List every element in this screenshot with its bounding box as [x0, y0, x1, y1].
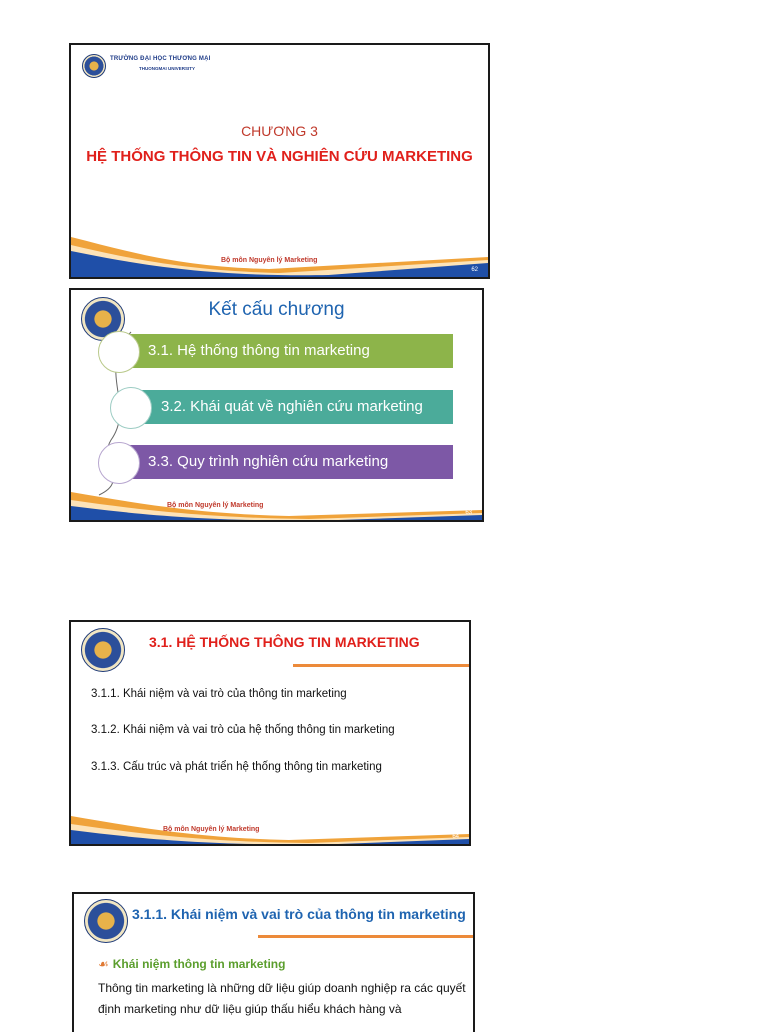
footer-wave — [71, 488, 482, 520]
footer-wave — [71, 814, 469, 844]
section-circle — [110, 387, 152, 429]
section-circle — [98, 442, 140, 484]
section-bar-3-1 — [123, 334, 453, 368]
university-name: TRƯỜNG ĐẠI HỌC THƯƠNG MẠI — [110, 56, 211, 62]
section-bar-3-2 — [141, 390, 453, 424]
footer-wave — [71, 227, 488, 277]
slide-heading: 3.1.1. Khái niệm và vai trò của thông tin marketing — [132, 906, 466, 922]
section-bar-3-3 — [123, 445, 453, 479]
university-logo — [82, 54, 106, 78]
subheading-text: Khái niệm thông tin marketing — [112, 957, 286, 971]
paragraph: Thông tin marketing là những dữ liệu giúp doanh nghiệp ra các quyết định marketing như dữ liệu giúp thấu hiểu khách hàng và — [98, 981, 466, 1016]
list-item: 3.1.1. Khái niệm và vai trò của thông tin marketing — [91, 688, 347, 700]
chapter-label: CHƯƠNG 3 — [241, 123, 318, 139]
heading-underline — [293, 664, 471, 667]
slide-65 — [72, 892, 475, 1032]
department-label: Bộ môn Nguyên lý Marketing — [167, 502, 264, 509]
bullet-icon: ☙ — [98, 957, 109, 971]
university-logo — [84, 899, 128, 943]
page-number: 64 — [452, 834, 459, 840]
section-label: 3.2. Khái quát về nghiên cứu marketing — [161, 398, 423, 415]
slide-63 — [69, 288, 484, 522]
page-number: 62 — [471, 267, 478, 273]
slide-heading: 3.1. HỆ THỐNG THÔNG TIN MARKETING — [149, 634, 420, 650]
university-logo — [81, 628, 125, 672]
page-number: 63 — [465, 510, 472, 516]
department-label: Bộ môn Nguyên lý Marketing — [221, 257, 318, 264]
university-name-en: THUONGMAI UNIVERSITY — [139, 66, 196, 71]
heading-underline — [258, 935, 475, 938]
slide-heading: Kết cấu chương — [208, 299, 345, 320]
slide-64 — [69, 620, 471, 846]
list-item: 3.1.2. Khái niệm và vai trò của hệ thống thông tin marketing — [91, 724, 395, 736]
section-label: 3.1. Hệ thống thông tin marketing — [148, 342, 370, 359]
department-label: Bộ môn Nguyên lý Marketing — [163, 826, 260, 833]
section-circle — [98, 331, 140, 373]
list-item: 3.1.3. Cấu trúc và phát triển hệ thống thông tin marketing — [91, 761, 382, 773]
chapter-title: HỆ THỐNG THÔNG TIN VÀ NGHIÊN CỨU MARKETING — [86, 148, 473, 165]
subheading — [98, 957, 285, 971]
slide-62 — [69, 43, 490, 279]
section-label: 3.3. Quy trình nghiên cứu marketing — [148, 453, 389, 470]
